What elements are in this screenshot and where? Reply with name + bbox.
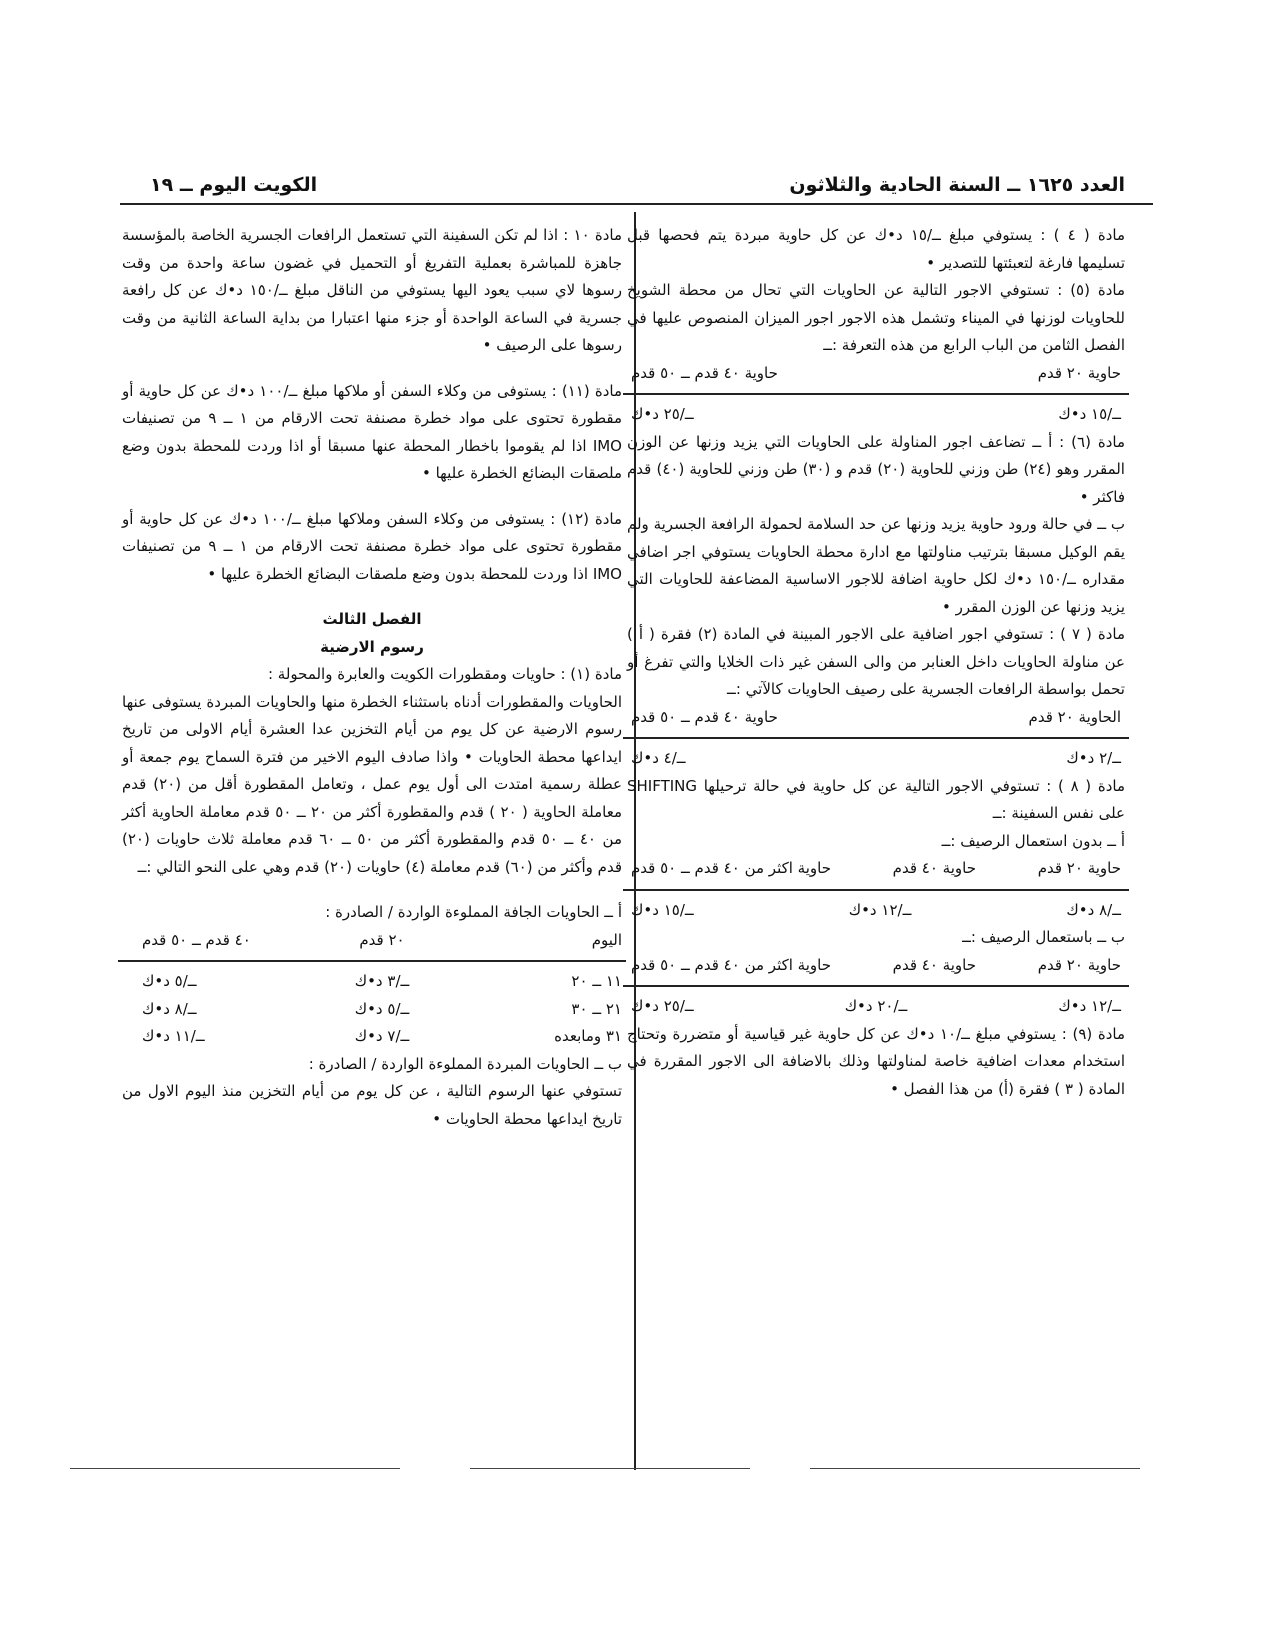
table-2-val-40: ــ/٤ د•ك	[631, 749, 686, 767]
article-4: مادة ( ٤ ) : يستوفي مبلغ ــ/١٥ د•ك عن كل حاوية مبردة يتم فحصها قبل تسليمها فارغة لتعبئتها للتصدير •	[627, 226, 1126, 272]
table-1-values	[627, 401, 1125, 429]
table-3-col-40: حاوية ٤٠ قدم	[892, 859, 976, 877]
article-5: مادة (٥) : تستوفي الاجور التالية عن الحاويات التي تحال من محطة الشويخ للحاويات لوزنها في الميناء وتشمل هذه الاجور اجور الميزان المنصوص عليها في الفصل الثامن من الباب الرابع من هذه التعرفة :ــ	[627, 281, 1126, 354]
article-6a: مادة (٦) : أ ــ تضاعف اجور المناولة على الحاويات التي يزيد وزنها عن الوزن المقرر وهو (٢٤) طن وزني للحاوية (٢٠) قدم و (٣٠) طن وزني للحاوية (٤٠) قدم فاكثر •	[627, 432, 1126, 506]
article-11: مادة (١١) : يستوفى من وكلاء السفن أو ملاكها مبلغ ــ/١٠٠ د•ك عن كل حاوية أو مقطورة تحتوى على مواد خطرة مصنفة تحت الارقام من ١ ــ ٩ من تصنيفات IMO اذا لم يقوموا باخطار المحطة عنها مسبقا أو اذا وردت للمحطة بدون وضع ملصقات البضائع الخطرة عليها •	[122, 381, 623, 482]
table-1-header	[627, 360, 1125, 388]
storage-table-header	[122, 927, 622, 955]
article-8: مادة ( ٨ ) : تستوفي الاجور التالية عن كل حاوية في حالة ترحيلها SHIFTING على نفس السفينة :ــ	[627, 776, 1125, 822]
table-2-col-40: حاوية ٤٠ قدم ــ ٥٠ قدم	[631, 707, 778, 726]
table-2-col-20: الحاوية ٢٠ قدم	[1028, 707, 1121, 726]
storage-table-rule	[118, 960, 626, 962]
table-3-val-40: ــ/١٢ د•ك	[848, 900, 912, 919]
table-3-col-over40: حاوية اكثر من ٤٠ قدم ــ ٥٠ قدم	[631, 859, 831, 877]
right-column	[627, 222, 1125, 1103]
article-1-body: الحاويات والمقطورات أدناه باستثناء الخطرة منها والحاويات المبردة يستوفى عنها رسوم الارضية عن كل يوم من أيام التخزين عدا العشرة أيام الاولى من تاريخ ايداعها محطة الحاويات • واذا صادف اليوم الاخير من فترة السماح يوم جمعة أو عطلة رسمية امتدت الى أول يوم عمل ، وتعامل المقطورة أقل من (٢٠) قدم معاملة الحاوية ( ٢٠ ) قدم والمقطورة أكثر من ٢٠ ــ ٥٠ قدم معاملة الحاوية أكثر من ٤٠ ــ ٥٠ قدم والمقطورة أكثر من ٥٠ ــ ٦٠ قدم معاملة ثلاث حاويات (٢٠) قدم وأكثر من (٦٠) قدم معاملة (٤) حاويات (٢٠) قدم وهي على النحو التالي :ــ	[122, 692, 623, 876]
table-3-values	[627, 897, 1125, 925]
article-7: مادة ( ٧ ) : تستوفي اجور اضافية على الاجور المبينة في المادة (٢) فقرة ( أ ) عن مناولة الحاويات داخل العنابر من والى السفن غير ذات الخلايا والتي تفرغ أو تحمل بواسطة الرافعات الجسرية على رصيف الحاويات كالآتي :ــ	[627, 625, 1125, 698]
storage-col-days: اليوم	[591, 930, 622, 949]
table-1-rule	[623, 393, 1129, 395]
left-column	[122, 222, 622, 1133]
table-1-col-20: حاوية ٢٠ قدم	[1037, 363, 1121, 382]
reefer-containers-body: تستوفي عنها الرسوم التالية ، عن كل يوم من أيام التخزين منذ اليوم الاول من تاريخ ايداعها محطة الحاويات •	[122, 1082, 622, 1128]
table-4-header	[627, 952, 1125, 980]
table-4-val-40: ــ/٢٠ د•ك	[844, 997, 908, 1015]
table-1-val-20: ــ/١٥ د•ك	[1058, 405, 1121, 423]
dry-containers-heading: أ ــ الحاويات الجافة المملوءة الواردة / الصادرة :	[325, 903, 622, 921]
table-3-val-over40: ــ/١٥ د•ك	[631, 900, 694, 919]
storage-col-20: ٢٠ قدم	[359, 930, 405, 949]
chapter-title: رسوم الارضية	[320, 637, 424, 656]
table-3-val-20: ــ/٨ د•ك	[1066, 900, 1121, 919]
table-row: ١١ ــ ٢٠ ــ/٣ د•ك ــ/٥ د•ك	[142, 972, 622, 990]
article-10: مادة ١٠ : اذا لم تكن السفينة التي تستعمل الرافعات الجسرية الخاصة بالمؤسسة جاهزة للمباشرة بعملية التفريغ أو التحميل في غضون ساعة واحدة من وقت رسوها لاي سبب يعود اليها يستوفي من الناقل مبلغ ــ/١٥٠ د•ك عن كل رافعة جسرية في الساعة الواحدة أو جزء منها اعتبارا من بداية الساعة الثانية من وقت رسوها على الرصيف •	[122, 226, 622, 354]
table-4-col-over40: حاوية اكثر من ٤٠ قدم ــ ٥٠ قدم	[631, 955, 831, 974]
reefer-containers-heading: ب ــ الحاويات المبردة المملوءة الواردة / الصادرة :	[308, 1054, 622, 1073]
table-4-values	[627, 993, 1125, 1021]
table-2-header	[627, 704, 1125, 732]
footer-rule-right	[810, 1468, 1140, 1469]
table-4-val-20: ــ/١٢ د•ك	[1058, 997, 1121, 1015]
table-3-header	[627, 855, 1125, 883]
article-8a: أ ــ بدون استعمال الرصيف :ــ	[941, 831, 1125, 850]
header-rule	[120, 203, 1153, 205]
issue-header: العدد ١٦٢٥ ــ السنة الحادية والثلاثون	[789, 174, 1125, 196]
article-8b: ب ــ باستعمال الرصيف :ــ	[962, 928, 1125, 946]
article-1: مادة (١) : حاويات ومقطورات الكويت والعابرة والمحولة :	[267, 665, 622, 683]
table-row: ٣١ ومابعده ــ/٧ د•ك ــ/١١ د•ك	[142, 1027, 622, 1045]
table-4-rule	[623, 985, 1129, 987]
table-2-val-20: ــ/٢ د•ك	[1066, 749, 1121, 767]
article-12: مادة (١٢) : يستوفى من وكلاء السفن وملاكها مبلغ ــ/١٠٠ د•ك عن كل حاوية أو مقطورة تحتوى على مواد خطرة مصنفة تحت الارقام من ١ ــ ٩ من تصنيفات IMO اذا وردت للمحطة بدون وضع ملصقات البضائع الخطرة عليها •	[122, 509, 623, 583]
table-4-col-20: حاوية ٢٠ قدم	[1037, 955, 1121, 974]
table-3-rule	[623, 889, 1129, 891]
storage-col-40: ٤٠ قدم ــ ٥٠ قدم	[142, 930, 251, 949]
chapter-heading: الفصل الثالث	[322, 610, 422, 628]
table-1-val-40: ــ/٢٥ د•ك	[631, 405, 694, 423]
table-row: ٢١ ــ ٣٠ ــ/٥ د•ك ــ/٨ د•ك	[142, 999, 622, 1018]
footer-rule-center	[470, 1468, 750, 1469]
article-6b: ب ــ في حالة ورود حاوية يزيد وزنها عن حد السلامة لحمولة الرافعة الجسرية ولم يقم الوكيل مسبقا بترتيب مناولتها مع ادارة محطة الحاويات يستوفي اجر اضافي مقداره ــ/١٥٠ د•ك لكل حاوية اضافة للاجور الاساسية المضاعفة للحاويات التي يزيد وزنها عن الوزن المقرر •	[627, 515, 1125, 616]
table-4-col-40: حاوية ٤٠ قدم	[892, 955, 976, 974]
table-1-col-40: حاوية ٤٠ قدم ــ ٥٠ قدم	[631, 363, 778, 382]
table-2-values	[627, 745, 1125, 773]
table-3-col-20: حاوية ٢٠ قدم	[1037, 859, 1121, 877]
table-4-val-over40: ــ/٢٥ د•ك	[631, 997, 694, 1015]
article-9: مادة (٩) : يستوفي مبلغ ــ/١٠ د•ك عن كل حاوية غير قياسية أو متضررة وتحتاج استخدام معدات اضافية خاصة لمناولتها وذلك بالاضافة الى الاجور المقررة في المادة ( ٣ ) فقرة (أ) من هذا الفصل •	[627, 1024, 1125, 1098]
footer-rule-left	[70, 1468, 400, 1469]
table-2-rule	[623, 737, 1129, 739]
publication-header: الكويت اليوم ــ ١٩	[150, 174, 318, 196]
